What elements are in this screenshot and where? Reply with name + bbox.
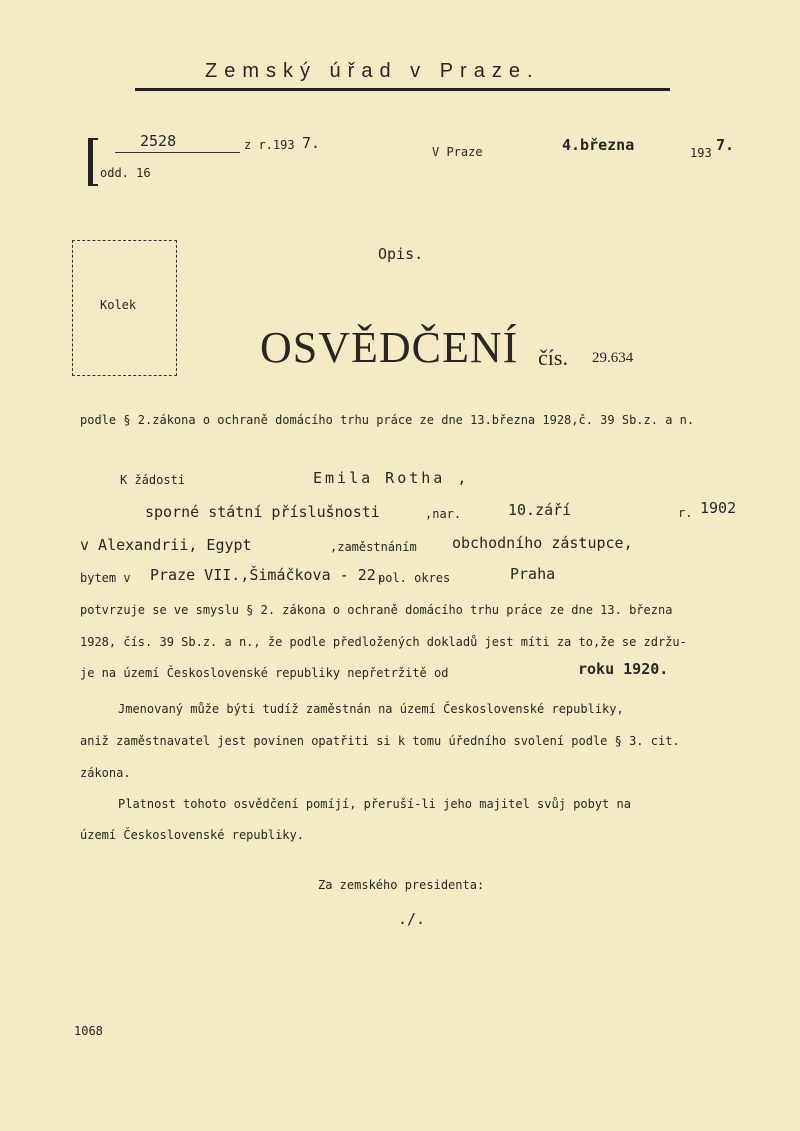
applicant-name: Emila Rotha , <box>313 469 470 487</box>
stamp-box-label: Kolek <box>100 298 137 312</box>
para2-line: aniž zaměstnavatel jest povinen opatřiti si k tomu úředního svolení podle § 3. cit. <box>80 734 680 748</box>
para2-line: Jmenovaný může býti tudíž zaměstnán na území Československé republiky, <box>118 702 624 716</box>
birth-year: 1902 <box>700 499 737 517</box>
residence-label: bytem v <box>80 571 131 585</box>
office-header: Zemský úřad v Praze. <box>205 60 540 82</box>
reference-number: 2528 <box>140 132 177 150</box>
issue-year-prefix: 193 <box>690 146 712 160</box>
para3-line: Platnost tohoto osvědčení pomíjí, přeruší-li jeho majitel svůj pobyt na <box>118 797 631 811</box>
copy-label: Opis. <box>378 245 424 263</box>
reference-underline <box>115 152 240 153</box>
certificate-number: 29.634 <box>592 350 634 366</box>
number-label: čís. <box>538 345 568 370</box>
signature-label: Za zemského presidenta: <box>318 878 485 892</box>
occupation: obchodního zástupce, <box>452 534 633 552</box>
document-title: OSVĚDČENÍ <box>260 323 519 372</box>
born-label: ,nar. <box>425 507 462 521</box>
place: V Praze <box>432 145 483 159</box>
reference-year-prefix: z r.193 <box>244 138 295 152</box>
issue-year-suffix: 7. <box>716 136 735 154</box>
law-reference: podle § 2.zákona o ochraně domácího trhu práce ze dne 13.března 1928,č. 39 Sb.z. a n. <box>80 413 695 427</box>
department: odd. 16 <box>100 166 151 180</box>
body-line: potvrzuje se ve smyslu § 2. zákona o ochraně domácího trhu práce ze dne 13. března <box>80 603 673 617</box>
year-label: r. <box>678 506 693 520</box>
district-label: pol. okres <box>378 571 451 585</box>
birthplace: v Alexandrii, Egypt <box>80 536 252 554</box>
birth-date: 10.září <box>508 501 572 519</box>
issue-date: 4.března <box>562 136 635 154</box>
para2-line: zákona. <box>80 766 131 780</box>
residence-since: roku 1920. <box>578 660 669 678</box>
signature-mark: ./. <box>398 910 426 928</box>
district: Praha <box>510 565 556 583</box>
occupation-label: ,zaměstnáním <box>330 540 417 554</box>
form-number: 1068 <box>74 1024 103 1038</box>
reference-year-suffix: 7. <box>302 134 321 152</box>
body-line: je na území Československé republiky nepřetržitě od <box>80 666 449 680</box>
reference-bracket <box>88 138 98 186</box>
request-label: K žádosti <box>120 473 186 487</box>
body-line: 1928, čís. 39 Sb.z. a n., že podle předložených dokladů jest míti za to,že se zdržu- <box>80 635 687 649</box>
header-rule <box>135 88 670 91</box>
citizenship: sporné státní příslušnosti <box>145 503 380 521</box>
residence: Praze VII.,Šimáčkova - 22, <box>150 566 385 584</box>
para3-line: území Československé republiky. <box>80 828 304 842</box>
